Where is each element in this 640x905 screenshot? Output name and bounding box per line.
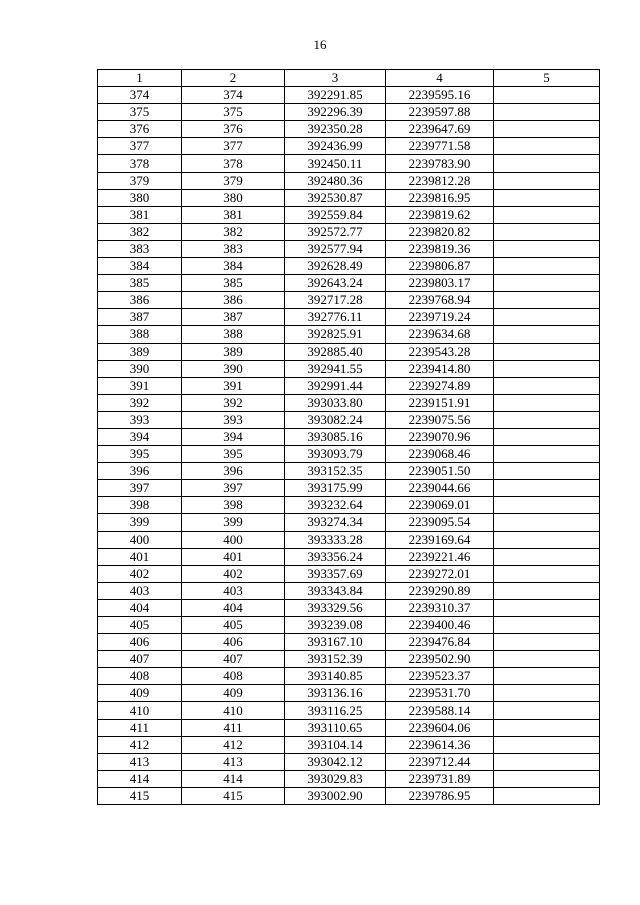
table-header-row — [98, 70, 600, 87]
table-cell: 2239169.64 — [386, 531, 494, 548]
table-cell — [494, 326, 600, 343]
table-cell — [494, 753, 600, 770]
table-cell — [494, 394, 600, 411]
table-cell: 395 — [182, 446, 285, 463]
table-cell: 2239274.89 — [386, 377, 494, 394]
table-cell: 409 — [98, 685, 182, 702]
table-cell: 392530.87 — [285, 189, 386, 206]
table-cell: 393082.24 — [285, 411, 386, 428]
table-row — [98, 326, 600, 343]
table-row — [98, 428, 600, 445]
table-cell: 393140.85 — [285, 668, 386, 685]
table-row — [98, 240, 600, 257]
table-cell: 393357.69 — [285, 565, 386, 582]
table-cell — [494, 223, 600, 240]
table-cell: 2239719.24 — [386, 309, 494, 326]
table-cell: 380 — [98, 189, 182, 206]
column-header: 5 — [494, 70, 600, 87]
table-cell: 398 — [98, 497, 182, 514]
table-row — [98, 599, 600, 616]
table-cell: 383 — [98, 240, 182, 257]
table-cell: 392941.55 — [285, 360, 386, 377]
table-cell: 405 — [98, 617, 182, 634]
table-cell: 389 — [182, 343, 285, 360]
table-cell: 2239044.66 — [386, 480, 494, 497]
table-row — [98, 719, 600, 736]
table-row — [98, 446, 600, 463]
table-cell: 2239070.96 — [386, 428, 494, 445]
table-cell — [494, 309, 600, 326]
table-row — [98, 206, 600, 223]
table-cell: 414 — [182, 770, 285, 787]
table-cell — [494, 206, 600, 223]
table-cell: 400 — [98, 531, 182, 548]
table-cell: 379 — [98, 172, 182, 189]
table-cell: 407 — [182, 651, 285, 668]
table-cell: 402 — [182, 565, 285, 582]
table-cell: 2239604.06 — [386, 719, 494, 736]
table-cell: 379 — [182, 172, 285, 189]
table-cell: 406 — [98, 634, 182, 651]
table-cell: 2239803.17 — [386, 275, 494, 292]
table-cell: 393232.64 — [285, 497, 386, 514]
table-row — [98, 634, 600, 651]
table-cell: 380 — [182, 189, 285, 206]
table-cell: 2239647.69 — [386, 121, 494, 138]
table-cell: 392991.44 — [285, 377, 386, 394]
table-cell: 2239095.54 — [386, 514, 494, 531]
table-row — [98, 463, 600, 480]
table-cell: 398 — [182, 497, 285, 514]
column-header: 4 — [386, 70, 494, 87]
table-cell: 2239614.36 — [386, 736, 494, 753]
table-cell: 392450.11 — [285, 155, 386, 172]
table-cell: 401 — [182, 548, 285, 565]
table-cell: 392628.49 — [285, 258, 386, 275]
table-cell: 397 — [182, 480, 285, 497]
table-cell: 392296.39 — [285, 104, 386, 121]
table-row — [98, 787, 600, 804]
table-cell — [494, 428, 600, 445]
table-cell: 2239221.46 — [386, 548, 494, 565]
table-row — [98, 155, 600, 172]
table-cell: 393 — [98, 411, 182, 428]
table-cell — [494, 463, 600, 480]
table-cell: 388 — [98, 326, 182, 343]
table-cell: 399 — [98, 514, 182, 531]
table-cell: 393042.12 — [285, 753, 386, 770]
table-cell: 375 — [98, 104, 182, 121]
table-cell: 393104.14 — [285, 736, 386, 753]
table-row — [98, 275, 600, 292]
table-cell: 385 — [182, 275, 285, 292]
table-cell: 393 — [182, 411, 285, 428]
table-cell: 391 — [98, 377, 182, 394]
table-cell: 382 — [182, 223, 285, 240]
table-cell: 415 — [182, 787, 285, 804]
table-cell: 392825.91 — [285, 326, 386, 343]
table-cell: 381 — [182, 206, 285, 223]
table-cell: 400 — [182, 531, 285, 548]
table-cell — [494, 582, 600, 599]
table-cell — [494, 104, 600, 121]
table-cell: 394 — [182, 428, 285, 445]
table-cell — [494, 531, 600, 548]
table-cell — [494, 634, 600, 651]
table-cell: 396 — [182, 463, 285, 480]
table-row — [98, 172, 600, 189]
table-cell: 2239476.84 — [386, 634, 494, 651]
table-cell: 392291.85 — [285, 87, 386, 104]
table-cell: 2239290.89 — [386, 582, 494, 599]
table-row — [98, 394, 600, 411]
table-row — [98, 651, 600, 668]
table-cell — [494, 651, 600, 668]
table-cell: 2239588.14 — [386, 702, 494, 719]
table-cell: 404 — [98, 599, 182, 616]
table-cell: 2239771.58 — [386, 138, 494, 155]
table-cell: 393110.65 — [285, 719, 386, 736]
table-cell: 393093.79 — [285, 446, 386, 463]
table-cell: 392350.28 — [285, 121, 386, 138]
table-cell: 2239812.28 — [386, 172, 494, 189]
table-cell: 392480.36 — [285, 172, 386, 189]
table-cell — [494, 121, 600, 138]
column-header: 2 — [182, 70, 285, 87]
table-cell: 2239272.01 — [386, 565, 494, 582]
table-cell — [494, 189, 600, 206]
table-cell: 393175.99 — [285, 480, 386, 497]
table-row — [98, 292, 600, 309]
table-cell — [494, 514, 600, 531]
table-cell: 391 — [182, 377, 285, 394]
table-cell — [494, 446, 600, 463]
table-cell: 377 — [98, 138, 182, 155]
table-cell — [494, 275, 600, 292]
table-cell: 2239819.36 — [386, 240, 494, 257]
column-header: 3 — [285, 70, 386, 87]
table-cell: 2239819.62 — [386, 206, 494, 223]
table-cell: 2239069.01 — [386, 497, 494, 514]
table-cell — [494, 787, 600, 804]
table-cell: 393152.39 — [285, 651, 386, 668]
table-cell: 374 — [182, 87, 285, 104]
table-cell: 2239712.44 — [386, 753, 494, 770]
table-cell: 392572.77 — [285, 223, 386, 240]
table-cell — [494, 480, 600, 497]
table-cell — [494, 736, 600, 753]
table-row — [98, 377, 600, 394]
table-cell — [494, 770, 600, 787]
table-cell — [494, 343, 600, 360]
table-row — [98, 309, 600, 326]
table-cell: 376 — [182, 121, 285, 138]
table-cell: 406 — [182, 634, 285, 651]
table-cell: 389 — [98, 343, 182, 360]
page-number: 16 — [313, 37, 327, 52]
table-cell: 386 — [182, 292, 285, 309]
table-cell: 412 — [98, 736, 182, 753]
table-cell: 392776.11 — [285, 309, 386, 326]
table-cell: 392436.99 — [285, 138, 386, 155]
table-cell — [494, 411, 600, 428]
table-cell: 2239068.46 — [386, 446, 494, 463]
table-cell: 393085.16 — [285, 428, 386, 445]
table-row — [98, 360, 600, 377]
table-cell: 403 — [98, 582, 182, 599]
table-cell: 2239816.95 — [386, 189, 494, 206]
table-cell — [494, 377, 600, 394]
table-cell: 411 — [182, 719, 285, 736]
table-row — [98, 138, 600, 155]
table-cell: 392 — [98, 394, 182, 411]
table-cell: 415 — [98, 787, 182, 804]
table-cell: 392 — [182, 394, 285, 411]
table-cell: 2239634.68 — [386, 326, 494, 343]
table-cell: 2239400.46 — [386, 617, 494, 634]
table-cell — [494, 719, 600, 736]
table-cell: 399 — [182, 514, 285, 531]
table-cell: 2239151.91 — [386, 394, 494, 411]
table-cell: 374 — [98, 87, 182, 104]
table-cell: 412 — [182, 736, 285, 753]
table-cell: 2239523.37 — [386, 668, 494, 685]
table-row — [98, 736, 600, 753]
table-row — [98, 617, 600, 634]
table-row — [98, 514, 600, 531]
table-cell: 393002.90 — [285, 787, 386, 804]
table-cell: 410 — [182, 702, 285, 719]
table-cell — [494, 155, 600, 172]
table-cell: 405 — [182, 617, 285, 634]
table-cell: 387 — [182, 309, 285, 326]
table-cell — [494, 702, 600, 719]
table-row — [98, 531, 600, 548]
table-cell: 382 — [98, 223, 182, 240]
table-cell — [494, 240, 600, 257]
table-row — [98, 87, 600, 104]
table-cell: 393029.83 — [285, 770, 386, 787]
table-cell: 403 — [182, 582, 285, 599]
table-cell: 392643.24 — [285, 275, 386, 292]
table-cell: 393343.84 — [285, 582, 386, 599]
table-cell: 2239783.90 — [386, 155, 494, 172]
table-cell: 413 — [182, 753, 285, 770]
table-cell: 2239768.94 — [386, 292, 494, 309]
table-cell — [494, 599, 600, 616]
table-row — [98, 343, 600, 360]
table-cell: 387 — [98, 309, 182, 326]
table-cell: 393152.35 — [285, 463, 386, 480]
table-cell: 378 — [98, 155, 182, 172]
table-row — [98, 548, 600, 565]
table-cell: 397 — [98, 480, 182, 497]
table-row — [98, 189, 600, 206]
table-cell: 383 — [182, 240, 285, 257]
table-cell — [494, 617, 600, 634]
table-cell: 395 — [98, 446, 182, 463]
table-row — [98, 480, 600, 497]
table-cell: 2239051.50 — [386, 463, 494, 480]
table-cell: 413 — [98, 753, 182, 770]
table-cell: 393239.08 — [285, 617, 386, 634]
table-cell: 411 — [98, 719, 182, 736]
table-cell — [494, 685, 600, 702]
table-cell — [494, 172, 600, 189]
table-cell — [494, 497, 600, 514]
table-cell: 393167.10 — [285, 634, 386, 651]
table-cell: 375 — [182, 104, 285, 121]
table-cell: 2239414.80 — [386, 360, 494, 377]
table-cell: 401 — [98, 548, 182, 565]
table-cell — [494, 548, 600, 565]
table-cell: 393116.25 — [285, 702, 386, 719]
table-row — [98, 411, 600, 428]
table-cell: 393033.80 — [285, 394, 386, 411]
table-cell: 2239595.16 — [386, 87, 494, 104]
table-cell: 407 — [98, 651, 182, 668]
table-cell: 381 — [98, 206, 182, 223]
table-cell: 2239806.87 — [386, 258, 494, 275]
table-cell — [494, 360, 600, 377]
column-header: 1 — [98, 70, 182, 87]
table-cell — [494, 565, 600, 582]
table-cell: 378 — [182, 155, 285, 172]
table-cell: 414 — [98, 770, 182, 787]
table-cell: 390 — [182, 360, 285, 377]
table-cell — [494, 668, 600, 685]
table-cell: 404 — [182, 599, 285, 616]
table-row — [98, 258, 600, 275]
table-cell: 393274.34 — [285, 514, 386, 531]
table-cell: 393356.24 — [285, 548, 386, 565]
coordinates-table — [97, 69, 600, 805]
table-cell: 392559.84 — [285, 206, 386, 223]
table-cell: 392577.94 — [285, 240, 386, 257]
table-cell: 392717.28 — [285, 292, 386, 309]
table-cell — [494, 292, 600, 309]
table-row — [98, 223, 600, 240]
table-cell: 393136.16 — [285, 685, 386, 702]
table-body — [98, 87, 600, 805]
table-cell: 408 — [98, 668, 182, 685]
table-row — [98, 104, 600, 121]
table-cell: 409 — [182, 685, 285, 702]
table-cell: 2239543.28 — [386, 343, 494, 360]
table-cell: 2239731.89 — [386, 770, 494, 787]
table-row — [98, 121, 600, 138]
table-cell: 385 — [98, 275, 182, 292]
table-cell: 2239786.95 — [386, 787, 494, 804]
table-cell: 2239531.70 — [386, 685, 494, 702]
table-row — [98, 753, 600, 770]
table-cell: 390 — [98, 360, 182, 377]
table-cell: 2239597.88 — [386, 104, 494, 121]
table-row — [98, 770, 600, 787]
table-cell: 396 — [98, 463, 182, 480]
table-row — [98, 497, 600, 514]
table-cell: 384 — [182, 258, 285, 275]
table-cell: 392885.40 — [285, 343, 386, 360]
table-cell: 408 — [182, 668, 285, 685]
table-cell: 386 — [98, 292, 182, 309]
table-cell: 402 — [98, 565, 182, 582]
table-row — [98, 565, 600, 582]
table-row — [98, 582, 600, 599]
table-row — [98, 685, 600, 702]
table-cell: 2239310.37 — [386, 599, 494, 616]
table-cell: 394 — [98, 428, 182, 445]
table-cell: 384 — [98, 258, 182, 275]
table-cell: 393329.56 — [285, 599, 386, 616]
table-cell: 393333.28 — [285, 531, 386, 548]
table-cell: 2239820.82 — [386, 223, 494, 240]
table-cell — [494, 258, 600, 275]
table-cell: 2239502.90 — [386, 651, 494, 668]
table-cell — [494, 87, 600, 104]
table-cell: 388 — [182, 326, 285, 343]
table-cell: 2239075.56 — [386, 411, 494, 428]
table-cell: 410 — [98, 702, 182, 719]
table-row — [98, 702, 600, 719]
table-cell: 377 — [182, 138, 285, 155]
table-cell: 376 — [98, 121, 182, 138]
table-row — [98, 668, 600, 685]
table-cell — [494, 138, 600, 155]
